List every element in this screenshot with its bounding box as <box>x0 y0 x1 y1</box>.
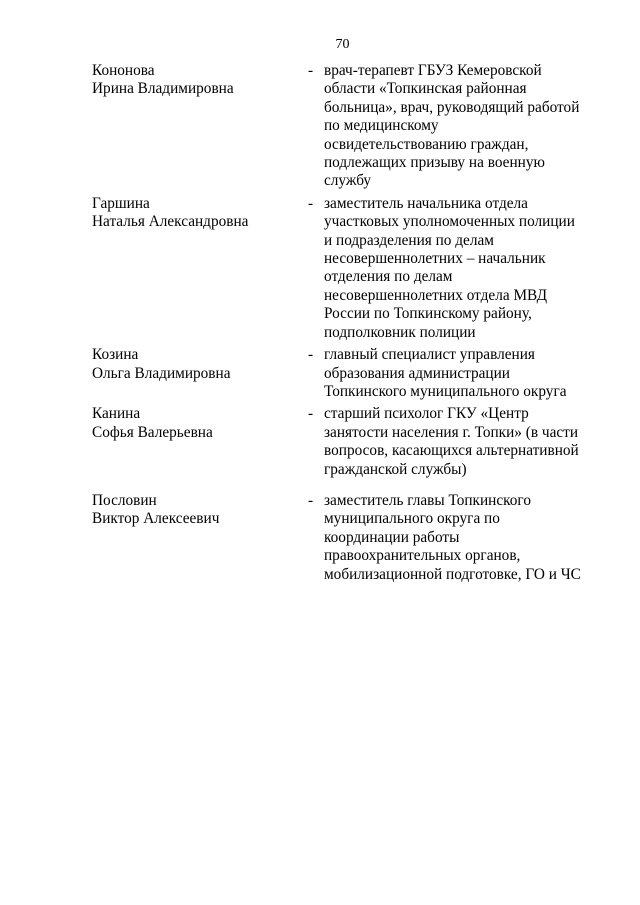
member-dash: - <box>308 405 314 423</box>
member-entry <box>92 492 592 584</box>
member-name: Канина Софья Валерьевна <box>92 405 213 441</box>
member-entry <box>92 195 592 342</box>
member-entry <box>92 405 592 479</box>
member-role: врач-терапевт ГБУЗ Кемеровской области «Топкинская районная больница», врач, руководящий работой по медицинскому освидетельствованию граждан, подлежащих призыву на военную службу <box>324 62 580 190</box>
member-role: старший психолог ГКУ «Центр занятости населения г. Топки» (в части вопросов, касающихся альтернативной гражданской службы) <box>324 405 579 478</box>
member-role: главный специалист управления образования администрации Топкинского муниципального округа <box>324 346 567 400</box>
member-name: Пословин Виктор Алексеевич <box>92 491 220 528</box>
member-entry <box>92 346 592 401</box>
member-dash: - <box>308 346 314 364</box>
member-dash: - <box>308 491 314 509</box>
member-role: заместитель начальника отдела участковых уполномоченных полиции и подразделения по делам несовершеннолетних – начальник отделения по делам несовершеннолетних отдела МВД России по Топкинскому району, подполковник полиции <box>324 194 575 341</box>
member-dash: - <box>308 194 314 212</box>
member-name: Гаршина Наталья Александровна <box>92 194 249 231</box>
page-number: 70 <box>335 37 350 52</box>
member-name: Кононова Ирина Владимировна <box>92 62 234 98</box>
commission-member-list <box>92 62 592 584</box>
member-dash: - <box>308 62 314 79</box>
member-entry <box>92 62 592 191</box>
member-name: Козина Ольга Владимировна <box>92 346 231 382</box>
member-role: заместитель главы Топкинского муниципального округа по координации работы правоохранительных органов, мобилизационной подготовке, ГО и ЧС <box>324 491 581 583</box>
